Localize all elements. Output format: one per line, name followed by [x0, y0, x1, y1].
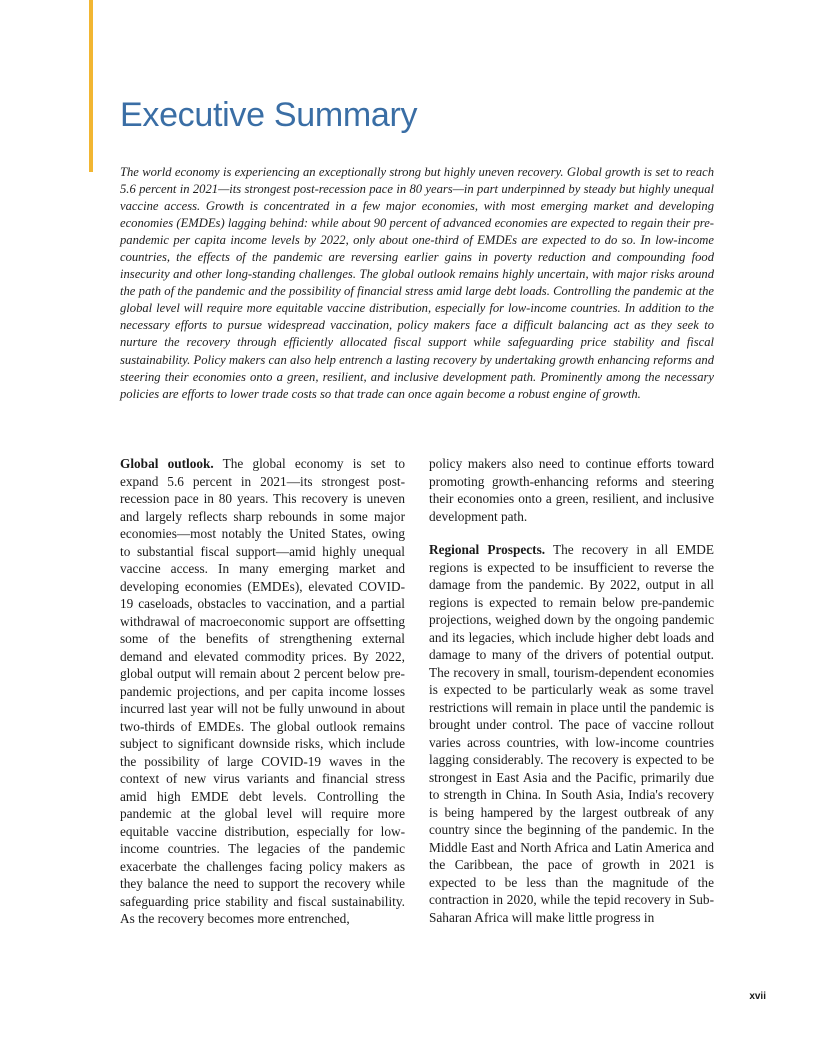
- page-number: xvii: [749, 991, 766, 1002]
- global-outlook-paragraph: [120, 455, 405, 928]
- page-title: Executive Summary: [120, 96, 418, 134]
- regional-prospects-paragraph: [429, 541, 714, 926]
- right-column: [429, 455, 714, 926]
- global-outlook-text: The global economy is set to expand 5.6 percent in 2021—its strongest post-recession pace in 80 years. This recovery is uneven and largely reflects sharp rebounds in some major economies—most notably the United States, owing to substantial fiscal support—amid highly unequal vaccine access. In many emerging market and developing economies (EMDEs), elevated COVID-19 caseloads, obstacles to vaccination, and a partial withdrawal of macroeconomic support are offsetting some of the benefits of strengthening external demand and elevated commodity prices. By 2022, global output will remain about 2 percent below pre-pandemic projections, and per capita income losses incurred last year will not be fully unwound in about two-thirds of EMDEs. The global outlook remains subject to significant downside risks, which include the possibility of large COVID-19 waves in the context of new virus variants and financial stress amid high EMDE debt levels. Controlling the pandemic at the global level will require more equitable vaccine distribution, especially for low-income countries. The legacies of the pandemic exacerbate the challenges facing policy makers as they balance the need to support the recovery while safeguarding price stability and fiscal sustainability. As the recovery becomes more entrenched,: [120, 456, 405, 926]
- accent-bar: [89, 0, 93, 172]
- regional-prospects-heading: Regional Prospects.: [429, 542, 546, 557]
- left-column: [120, 455, 405, 928]
- regional-prospects-text: The recovery in all EMDE regions is expected to be insufficient to reverse the damage from the pandemic. By 2022, output in all regions is expected to remain below pre-pandemic projections, weighed down by the ongoing pandemic and its legacies, which include higher debt loads and damage to many of the drivers of potential output. The recovery in small, tourism-dependent economies is expected to be particularly weak as some travel restrictions will remain in place until the pandemic is brought under control. The pace of vaccine rollout varies across countries, with low-income countries lagging considerably. The recovery is expected to be strongest in East Asia and the Pacific, primarily due to strength in China. In South Asia, India's recovery is being hampered by the largest outbreak of any country since the beginning of the pandemic. In the Middle East and North Africa and Latin America and the Caribbean, the pace of growth in 2021 is expected to be less than the magnitude of the contraction in 2020, while the tepid recovery in Sub-Saharan Africa will make little progress in: [429, 542, 714, 925]
- summary-abstract: The world economy is experiencing an exceptionally strong but highly uneven recovery. Global growth is set to reach 5.6 percent in 2021—its strongest post-recession pace in 80 years—in part underpinned by steady but highly unequal vaccine access. Growth is concentrated in a few major economies, with most emerging market and developing economies (EMDEs) lagging behind: while about 90 percent of advanced economies are expected to regain their pre-pandemic per capita income levels by 2022, only about one-third of EMDEs are expected to do so. In low-income countries, the effects of the pandemic are reversing earlier gains in poverty reduction and compounding food insecurity and other long-standing challenges. The global outlook remains highly uncertain, with major risks around the path of the pandemic and the possibility of financial stress amid large debt loads. Controlling the pandemic at the global level will require more equitable vaccine distribution, especially for low-income countries. In addition to the necessary efforts to pursue widespread vaccination, policy makers face a difficult balancing act as they seek to nurture the recovery through efficiently allocated fiscal support while safeguarding price stability and fiscal sustainability. Policy makers can also help entrench a lasting recovery by undertaking growth enhancing reforms and steering their economies onto a green, resilient, and inclusive development path. Prominently among the necessary policies are efforts to lower trade costs so that trade can once again become a robust engine of growth.: [120, 165, 714, 401]
- global-outlook-heading: Global outlook.: [120, 456, 214, 471]
- global-outlook-continuation: policy makers also need to continue efforts toward promoting growth-enhancing reforms and steering their economies onto a green, resilient, and inclusive development path.: [429, 456, 714, 524]
